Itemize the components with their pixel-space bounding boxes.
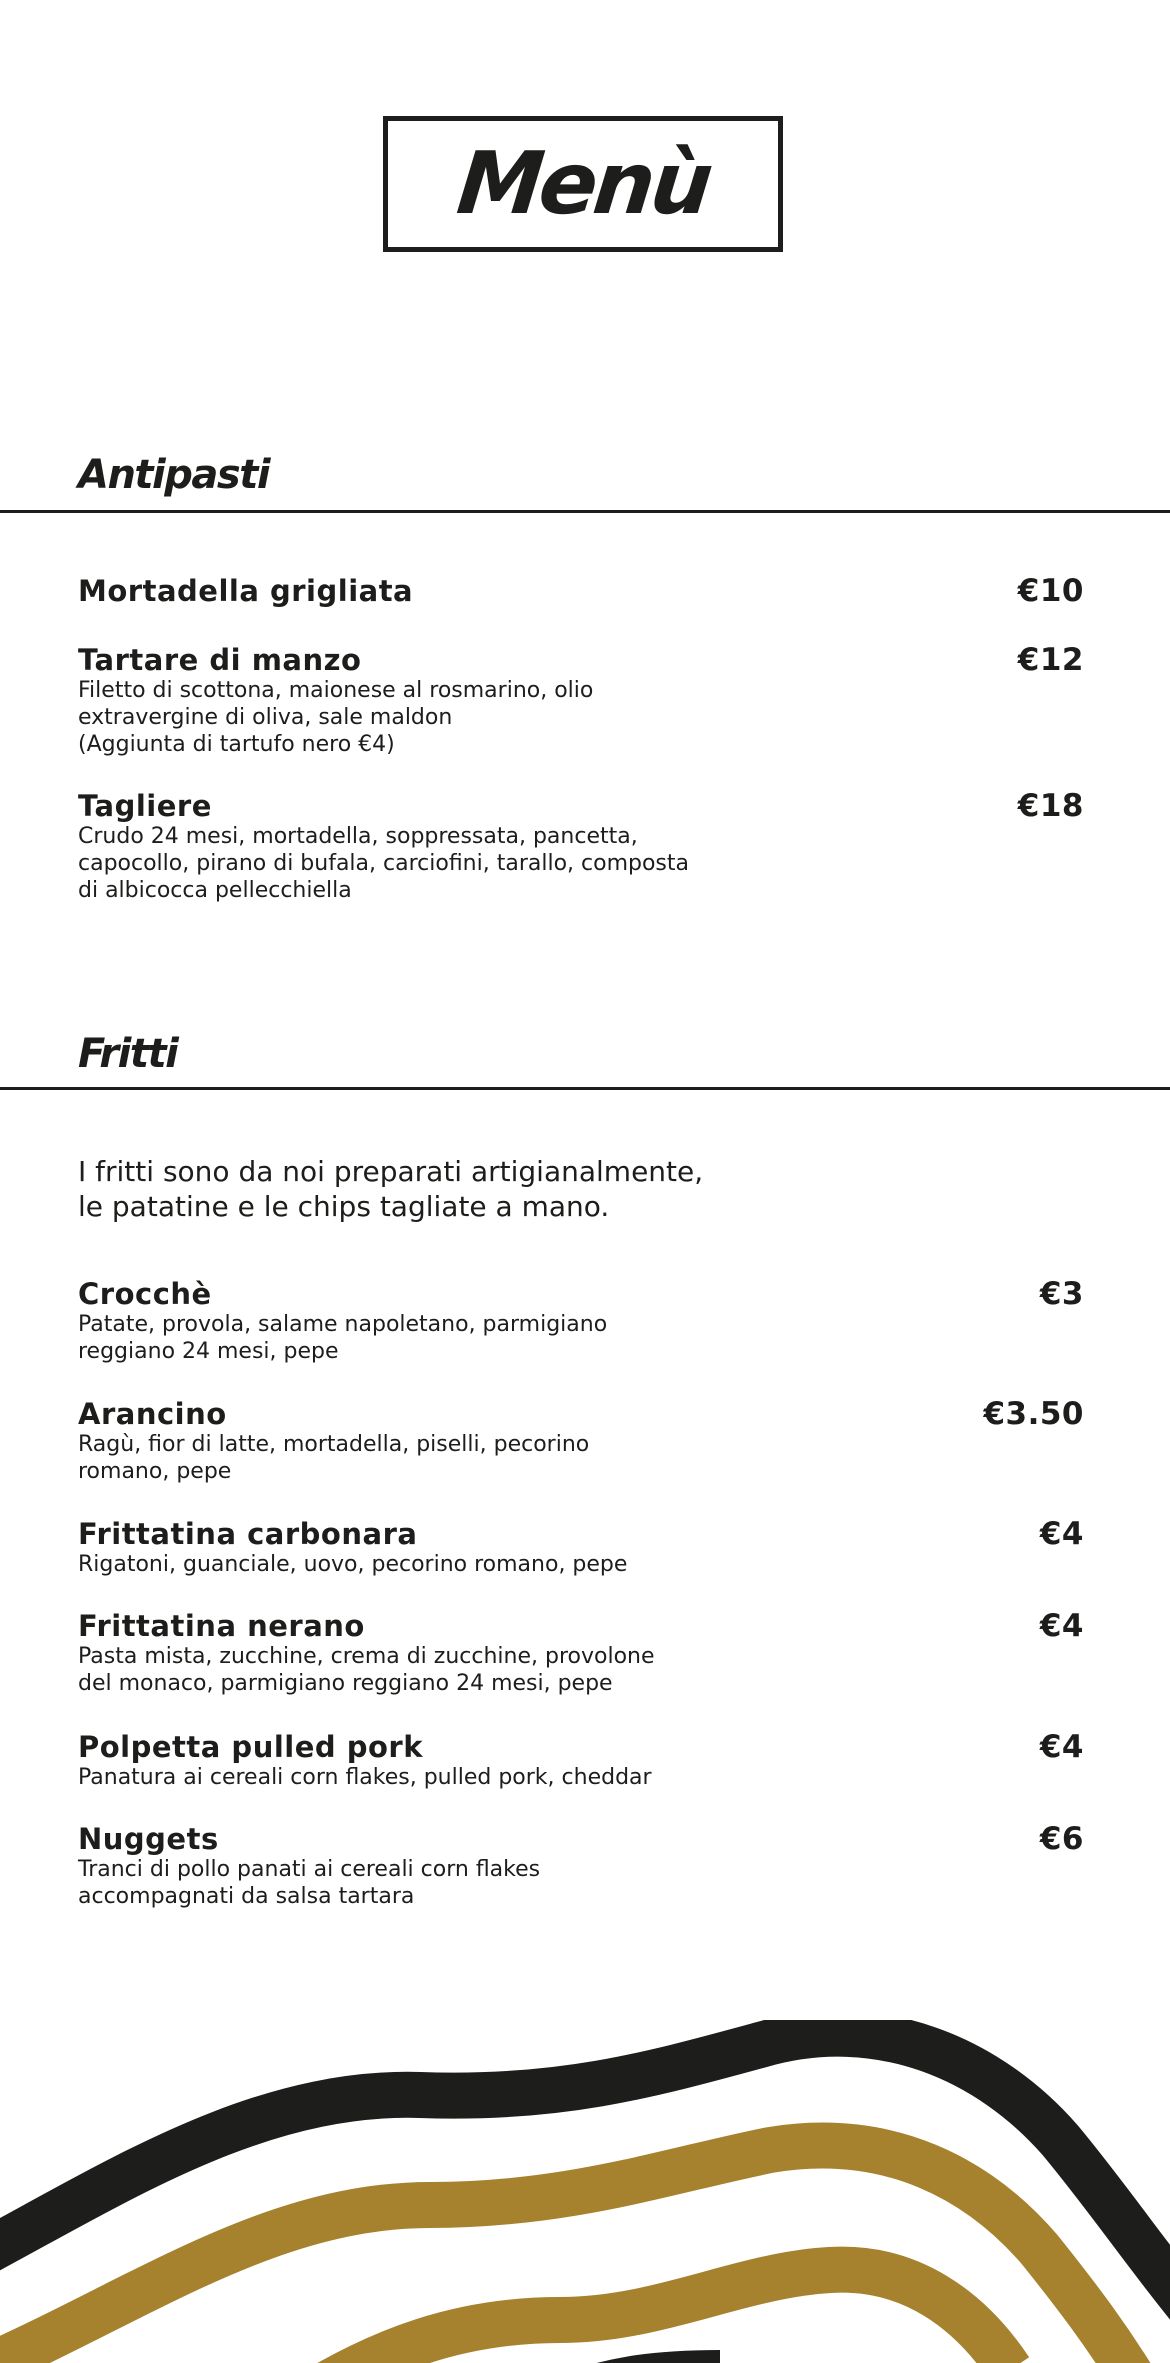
menu-item	[78, 1609, 1084, 1697]
wave-stripe-gold-lower	[300, 2270, 1010, 2363]
item-price: €18	[1017, 788, 1084, 824]
item-name: Tartare di manzo	[78, 643, 362, 677]
menu-title: Menù	[452, 134, 714, 234]
item-description: Ragù, fior di latte, mortadella, piselli, pecorino romano, pepe	[78, 1432, 590, 1484]
item-description: Patate, provola, salame napoletano, parmigiano reggiano 24 mesi, pepe	[78, 1312, 608, 1364]
item-description: Crudo 24 mesi, mortadella, soppressata, pancetta, capocollo, pirano di bufala, carciofini, tarallo, composta di albicocca pellecchiella	[78, 824, 690, 903]
decorative-waves	[0, 2020, 1170, 2363]
item-price: €4	[1039, 1516, 1084, 1552]
item-price: €4	[1039, 1608, 1084, 1644]
item-name: Arancino	[78, 1397, 227, 1431]
item-name: Crocchè	[78, 1277, 212, 1311]
menu-item	[78, 643, 1084, 758]
section-title-antipasti: Antipasti	[78, 452, 270, 498]
item-description: Filetto di scottona, maionese al rosmarino, olio extravergine di oliva, sale maldon (Aggiunta di tartufo nero €4)	[78, 678, 594, 757]
menu-item	[78, 1730, 1084, 1791]
section-divider-fritti	[0, 1087, 1170, 1090]
item-name: Frittatina carbonara	[78, 1517, 418, 1551]
item-description: Pasta mista, zucchine, crema di zucchine, provolone del monaco, parmigiano reggiano 24 mesi, pepe	[78, 1644, 655, 1696]
item-description: Tranci di pollo panati ai cereali corn flakes accompagnati da salsa tartara	[78, 1857, 541, 1909]
item-description: Panatura ai cereali corn flakes, pulled pork, cheddar	[78, 1765, 652, 1790]
item-price: €12	[1017, 642, 1084, 678]
menu-item	[78, 789, 1084, 904]
section-divider-antipasti	[0, 510, 1170, 513]
menu-item	[78, 1822, 1084, 1910]
menu-item	[78, 1397, 1084, 1485]
menu-title-frame	[383, 116, 783, 252]
item-price: €3.50	[983, 1396, 1084, 1432]
menu-item	[78, 1277, 1084, 1365]
item-price: €10	[1017, 573, 1084, 609]
item-name: Polpetta pulled pork	[78, 1730, 424, 1764]
menu-item	[78, 574, 1084, 608]
item-name: Frittatina nerano	[78, 1609, 365, 1643]
item-name: Mortadella grigliata	[78, 574, 414, 608]
item-price: €4	[1039, 1729, 1084, 1765]
fritti-intro: I fritti sono da noi preparati artigianalmente, le patatine e le chips tagliate a mano.	[78, 1155, 704, 1223]
item-price: €3	[1039, 1276, 1084, 1312]
menu-item	[78, 1517, 1084, 1578]
item-description: Rigatoni, guanciale, uovo, pecorino romano, pepe	[78, 1552, 628, 1577]
section-title-fritti: Fritti	[78, 1031, 178, 1077]
item-name: Nuggets	[78, 1822, 219, 1856]
item-name: Tagliere	[78, 789, 212, 823]
item-price: €6	[1039, 1821, 1084, 1857]
